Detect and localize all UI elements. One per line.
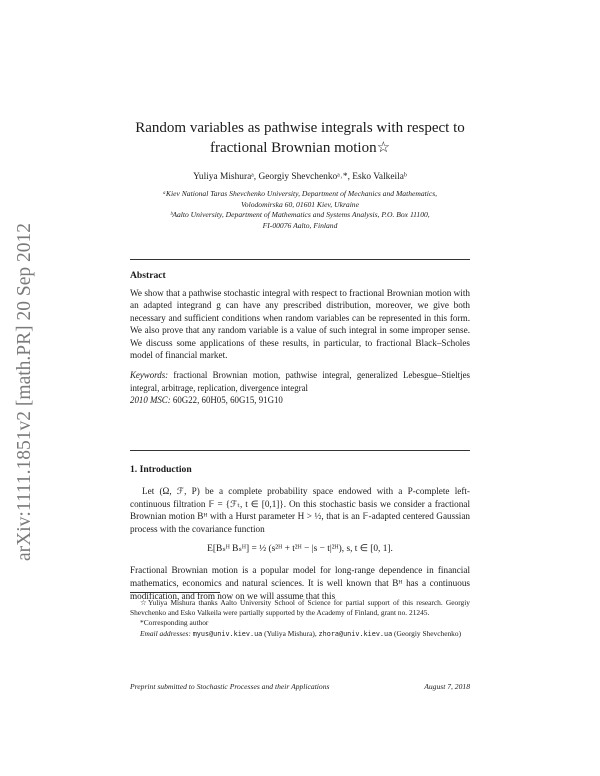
email-link-1[interactable]: myus@univ.kiev.ua: [192, 629, 263, 638]
footnote-rule: [130, 592, 220, 593]
intro-paragraph-1: Let (Ω, ℱ, P) be a complete probability space endowed with a P-complete left-continuous filtration 𝔽 = {ℱₜ, t ∈ [0,1]}. On this stochastic basis we consider a fractional Brownian motion Bᴴ with a Hurst parameter H > ½, that is an 𝔽-adapted centered Gaussian process with the covariance function: [130, 486, 470, 534]
msc-text: 60G22, 60H05, 60G15, 91G10: [170, 395, 283, 406]
abstract-text: We show that a pathwise stochastic integral with respect to fractional Brownian motion with an adapted integrand g can have any prescribed distribution, moreover, we give both necessary and sufficient conditions when random variables can be represented in this form. We also prove that any random variable is a value of such integral in some improper sense. We discuss some applications of these results, in particular, to fractional Black–Scholes model of financial market.: [130, 288, 470, 361]
affiliation-a-line-2: Volodomirska 60, 01601 Kiev, Ukraine: [241, 199, 359, 209]
arxiv-sidebar: [6, 182, 44, 602]
email-label: Email addresses:: [140, 628, 191, 638]
paper-title: [130, 118, 470, 158]
affiliations: [130, 189, 470, 231]
keywords-text: fractional Brownian motion, pathwise integral, generalized Lebesgue–Stieltjes integral, arbitrage, replication, divergence integral: [130, 370, 470, 393]
footer-preprint-note: Preprint submitted to Stochastic Processes and their Applications: [130, 682, 330, 691]
title-line-1: Random variables as pathwise integrals with respect to: [135, 120, 465, 136]
title-block: [130, 118, 470, 231]
abstract-bottom-rule: [130, 450, 470, 451]
introduction-heading: 1. Introduction: [130, 464, 192, 475]
email-2-owner: (Georgiy Shevchenko): [392, 628, 462, 638]
msc-label: 2010 MSC:: [130, 395, 171, 406]
footnote-corresponding: *Corresponding author: [140, 618, 209, 628]
author-list: Yuliya Mishuraᵃ, Georgiy Shevchenkoᵃ˒*, Esko Valkeilaᵇ: [193, 172, 407, 182]
footnotes: [130, 598, 470, 639]
keywords-label: Keywords:: [130, 370, 169, 381]
abstract-section: [130, 270, 470, 407]
intro-paragraph-2: Fractional Brownian motion is a popular model for long-range dependence in financial mathematics, economics and natural sciences. It is well known that Bᴴ has a continuous modification, and from now on we will assume that this: [130, 565, 470, 601]
abstract-top-rule: [130, 259, 470, 260]
footer-date: August 7, 2018: [424, 682, 470, 691]
arxiv-identifier: arXiv:1111.1851v2 [math.PR] 20 Sep 2012: [14, 223, 35, 561]
footnote-funding: ☆Yuliya Mishura thanks Aalto University School of Science for partial support of this research. Georgiy Shevchenko and Esko Valkeila were partially supported by the Academy of Finland, grant no. 21245.: [130, 598, 470, 618]
email-1-owner: (Yuliya Mishura),: [262, 628, 319, 638]
title-line-2: fractional Brownian motion☆: [209, 140, 391, 156]
introduction-section: [130, 464, 470, 602]
abstract-heading: Abstract: [130, 270, 166, 281]
affiliation-b-line-2: FI-00076 Aalto, Finland: [262, 220, 338, 230]
footnote-emails: [130, 629, 470, 639]
affiliation-a-line-1: ᵃKiev National Taras Shevchenko University, Department of Mechanics and Mathematics,: [162, 189, 438, 198]
affiliation-b-line-1: ᵇAalto University, Department of Mathematics and Systems Analysis, P.O. Box 11100,: [170, 210, 430, 219]
covariance-equation: E[Bₛᴴ Bₛᴴ] = ½ (s²ᴴ + t²ᴴ − |s − t|²ᴴ), s, t ∈ [0, 1].: [207, 544, 393, 555]
email-link-2[interactable]: zhora@univ.kiev.ua: [318, 629, 393, 638]
keywords: [130, 369, 470, 406]
